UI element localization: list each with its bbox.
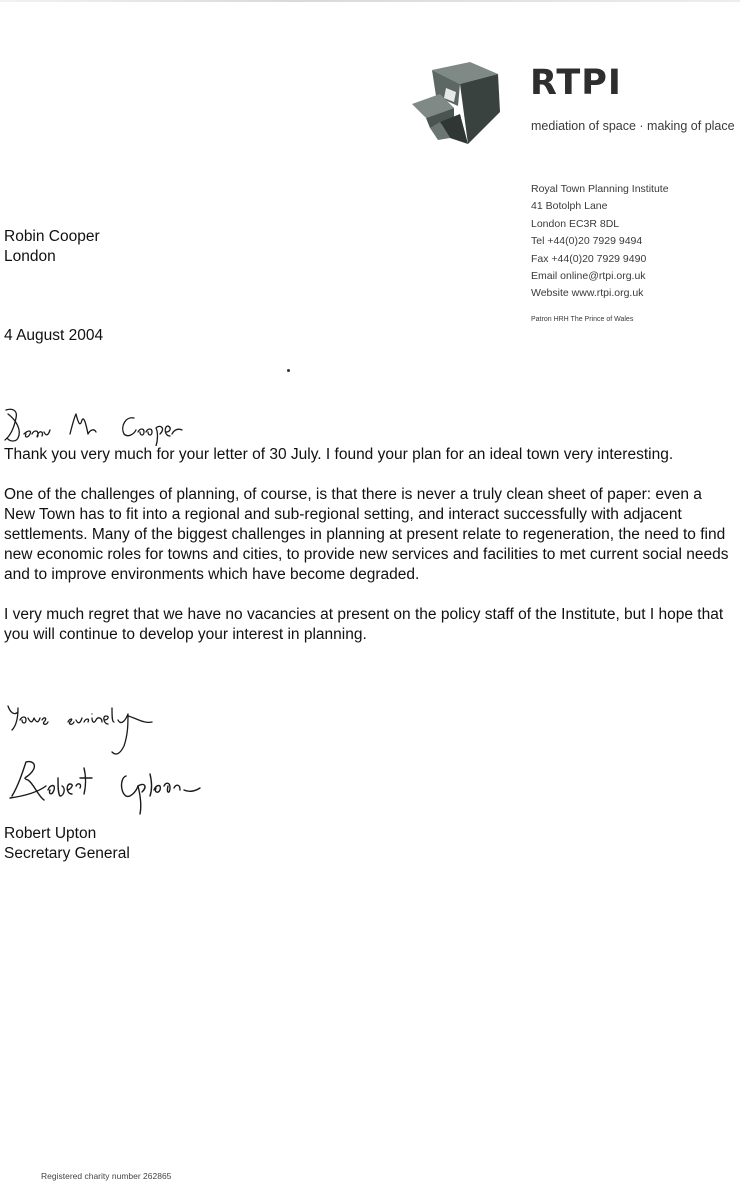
signer-title: Secretary General: [4, 845, 130, 862]
recipient-name: Robin Cooper: [4, 228, 100, 245]
recipient-block: [4, 227, 100, 267]
handwritten-salutation: [2, 404, 202, 446]
address-line: 41 Botolph Lane: [531, 200, 608, 213]
brand-name: RTPI: [530, 63, 622, 103]
scan-edge-line: [0, 0, 740, 2]
phone-line: Tel +44(0)20 7929 9494: [531, 235, 643, 248]
rtpi-cube-logo-icon: [410, 58, 502, 148]
handwritten-signature: [4, 756, 214, 822]
body-paragraph: I very much regret that we have no vacancies at present on the policy staff of the Institute, but I hope that you will continue to develop your interest in planning.: [4, 606, 724, 643]
body-paragraph: Thank you very much for your letter of 30 July. I found your plan for an ideal town very interesting.: [4, 446, 674, 463]
signer-name: Robert Upton: [4, 825, 97, 842]
fax-line: Fax +44(0)20 7929 9490: [531, 252, 647, 265]
charity-number: Registered charity number 262865: [41, 1171, 172, 1181]
website-line: Website www.rtpi.org.uk: [531, 287, 644, 300]
address-line: London EC3R 8DL: [531, 217, 620, 230]
letter-date: 4 August 2004: [4, 327, 104, 344]
scan-speck: [287, 369, 290, 372]
email-line: Email online@rtpi.org.uk: [531, 270, 646, 283]
address-line: Royal Town Planning Institute: [531, 183, 669, 195]
signer-block: [4, 824, 130, 864]
institute-address: [531, 181, 669, 303]
patron-line: Patron HRH The Prince of Wales: [531, 316, 634, 323]
body-paragraph: One of the challenges of planning, of course, is that there is never a truly clean sheet of paper: even a New Town has to fit into a regional and sub-regional setting, and interact successfully with adjacent settlements. Many of the biggest challenges in planning at present relate to regeneration, the need to find new economic roles for towns and cities, to provide new services and facilities to met current social needs and to improve environments which have become degraded.: [4, 486, 729, 583]
letter-body: [4, 445, 732, 665]
recipient-city: London: [4, 248, 56, 265]
brand-tagline: mediation of space · making of place: [531, 119, 735, 133]
